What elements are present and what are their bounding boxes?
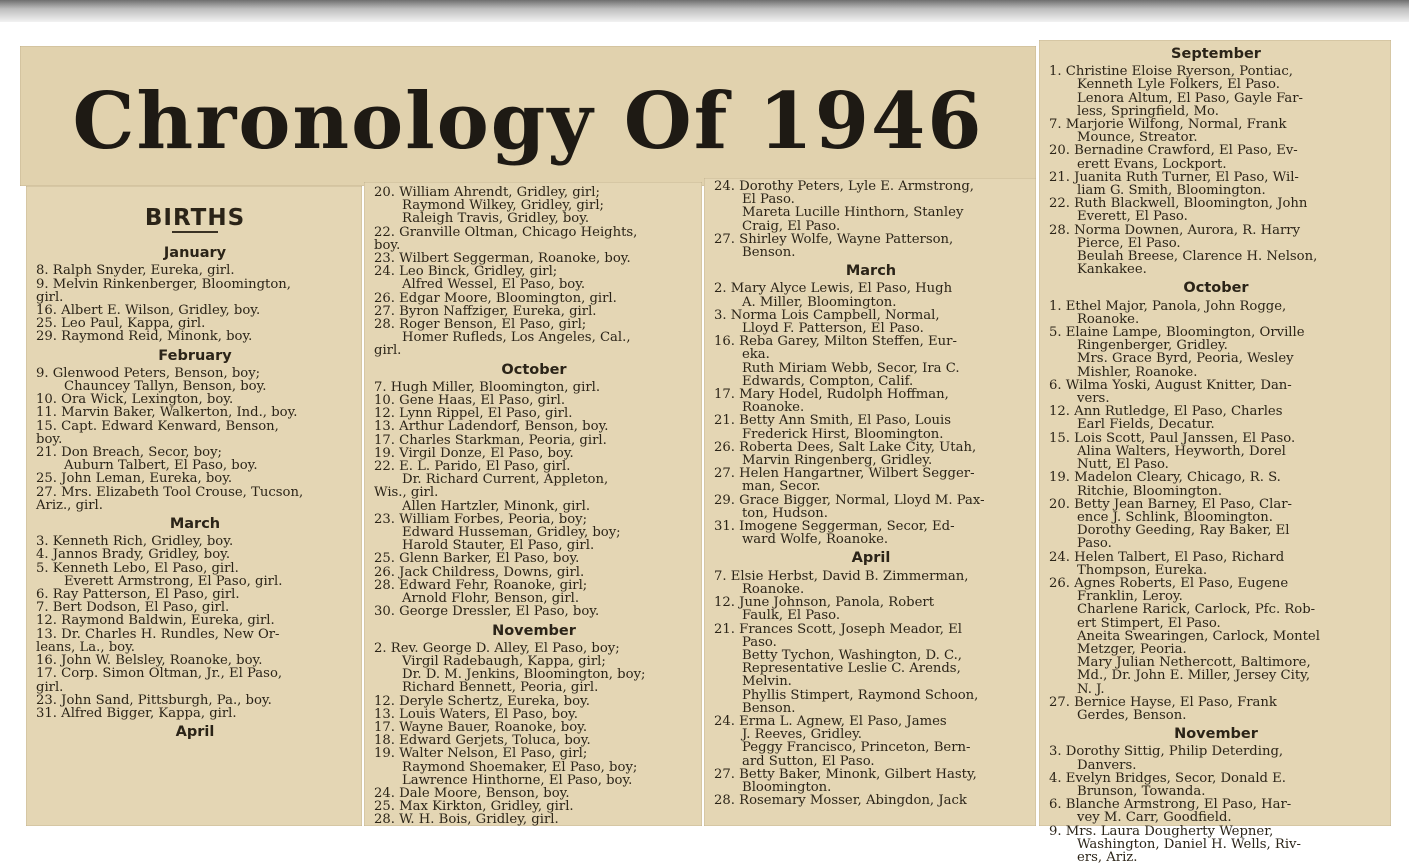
birth-entry-line: 27. Betty Baker, Minonk, Gilbert Hasty,: [714, 766, 977, 782]
birth-entry-line: Mishler, Roanoke.: [1077, 364, 1198, 380]
birth-entry-line: Melvin.: [742, 674, 792, 690]
birth-entry-line: 19. Walter Nelson, El Paso, girl;: [374, 746, 588, 762]
birth-entry-line: Mareta Lucille Hinthorn, Stanley: [742, 205, 964, 221]
birth-entry-line: liam G. Smith, Bloomington.: [1077, 183, 1266, 199]
birth-entry-line: Mounce, Streator.: [1077, 130, 1198, 146]
clipping-column-2: [364, 182, 702, 826]
birth-entry-line: 25. John Leman, Eureka, boy.: [36, 471, 233, 487]
birth-entry-line: 5. Kenneth Lebo, El Paso, girl.: [36, 560, 239, 576]
birth-entry-line: Benson.: [742, 245, 796, 261]
birth-entry-line: 20. Bernadine Crawford, El Paso, Ev-: [1049, 143, 1298, 159]
birth-entry-line: Pierce, El Paso.: [1077, 235, 1181, 251]
birth-entry-line: 23. John Sand, Pittsburgh, Pa., boy.: [36, 692, 272, 708]
birth-entry-line: Allen Hartzler, Minonk, girl.: [402, 498, 591, 514]
birth-entry-line: Dr. Richard Current, Appleton,: [402, 472, 609, 488]
section-heading-births: BIRTHS: [144, 205, 246, 231]
birth-entry-line: Raymond Shoemaker, El Paso, boy;: [402, 759, 638, 775]
birth-entry-line: 19. Virgil Donze, El Paso, boy.: [374, 445, 574, 461]
birth-entry-line: 6. Wilma Yoski, August Knitter, Dan-: [1049, 377, 1292, 393]
birth-entry-line: Ruth Miriam Webb, Secor, Ira C.: [742, 360, 960, 376]
birth-entry-line: 29. Grace Bigger, Normal, Lloyd M. Pax-: [714, 492, 985, 508]
month-heading: January: [163, 245, 227, 262]
birth-entry-line: 2. Mary Alyce Lewis, El Paso, Hugh: [714, 281, 953, 297]
birth-entry-line: 31. Imogene Seggerman, Secor, Ed-: [714, 519, 955, 535]
birth-entry-line: 24. Helen Talbert, El Paso, Richard: [1049, 549, 1285, 565]
birth-entry-line: 7. Hugh Miller, Bloomington, girl.: [374, 379, 601, 395]
birth-entry-line: Representative Leslie C. Arends,: [742, 661, 961, 677]
birth-entry-line: 21. Don Breach, Secor, boy;: [36, 445, 222, 461]
birth-entry-line: Kankakee.: [1077, 262, 1147, 278]
birth-entry-line: Everett, El Paso.: [1077, 209, 1188, 225]
birth-entry-line: Betty Tychon, Washington, D. C.,: [742, 647, 962, 663]
birth-entry-line: boy.: [374, 237, 401, 253]
birth-entry-line: A. Miller, Bloomington.: [742, 294, 897, 310]
birth-entry-line: N. J.: [1077, 681, 1105, 697]
birth-entry-line: 9. Melvin Rinkenberger, Bloomington,: [36, 276, 291, 292]
birth-entry-line: Faulk, El Paso.: [742, 608, 841, 624]
birth-entry-line: Craig, El Paso.: [742, 218, 841, 234]
birth-entry-line: 23. Wilbert Seggerman, Roanoke, boy.: [374, 251, 631, 267]
birth-entry-line: 15. Lois Scott, Paul Janssen, El Paso.: [1049, 430, 1296, 446]
birth-entry-line: 16. Albert E. Wilson, Gridley, boy.: [36, 303, 261, 319]
birth-entry-line: Aneita Swearingen, Carlock, Montel: [1077, 628, 1320, 644]
birth-entry-line: Beulah Breese, Clarence H. Nelson,: [1077, 249, 1318, 265]
birth-entry-line: eka.: [742, 347, 770, 363]
birth-entry-line: ton, Hudson.: [742, 505, 828, 521]
birth-entry-line: Edwards, Compton, Calif.: [742, 373, 914, 389]
scanner-edge: [0, 0, 1409, 22]
birth-entry-line: 30. George Dressler, El Paso, boy.: [374, 604, 600, 620]
month-heading: October: [501, 361, 567, 378]
birth-entry-line: 6. Ray Patterson, El Paso, girl.: [36, 587, 240, 603]
birth-entry-line: Marvin Ringenberg, Gridley.: [742, 453, 933, 469]
birth-entry-line: 2. Rev. George D. Alley, El Paso, boy;: [374, 640, 620, 656]
birth-entry-line: ert Stimpert, El Paso.: [1077, 615, 1221, 631]
birth-entry-line: 28. Rosemary Mosser, Abingdon, Jack: [714, 793, 967, 809]
birth-entry-line: 20. William Ahrendt, Gridley, girl;: [374, 185, 600, 200]
month-heading: March: [845, 263, 897, 280]
birth-entry-line: 21. Juanita Ruth Turner, El Paso, Wil-: [1049, 169, 1299, 185]
birth-entry-line: Dr. D. M. Jenkins, Bloomington, boy;: [402, 667, 646, 683]
birth-entry-line: Bloomington.: [742, 779, 832, 795]
birth-entry-line: Paso.: [742, 634, 777, 650]
birth-entry-line: Ariz., girl.: [36, 497, 103, 513]
birth-entry-line: 26. Edgar Moore, Bloomington, girl.: [374, 290, 617, 306]
birth-entry-line: vers.: [1077, 391, 1110, 407]
birth-entry-line: Richard Bennett, Peoria, girl.: [402, 680, 599, 696]
birth-entry-line: 29. Raymond Reid, Minonk, boy.: [36, 329, 253, 345]
birth-entry-line: 16. Reba Garey, Milton Steffen, Eur-: [714, 334, 957, 350]
birth-entry-line: girl.: [36, 679, 64, 695]
birth-entry-line: Nutt, El Paso.: [1077, 457, 1169, 473]
birth-entry-line: 4. Jannos Brady, Gridley, boy.: [36, 547, 231, 563]
birth-entry-line: 26. Roberta Dees, Salt Lake City, Utah,: [714, 439, 977, 455]
birth-entry-line: 13. Louis Waters, El Paso, boy.: [374, 706, 578, 722]
birth-entry-line: J. Reeves, Gridley.: [742, 727, 862, 743]
birth-entry-line: 12. Lynn Rippel, El Paso, girl.: [374, 406, 573, 422]
birth-entry-line: 28. Edward Fehr, Roanoke, girl;: [374, 577, 588, 593]
birth-entry-line: Charlene Rarick, Carlock, Pfc. Rob-: [1077, 602, 1316, 618]
month-heading: April: [175, 724, 215, 741]
birth-entry-line: Alfred Wessel, El Paso, boy.: [402, 277, 586, 293]
birth-entry-line: Brunson, Towanda.: [1077, 783, 1206, 799]
birth-entry-line: 18. Edward Gerjets, Toluca, boy.: [374, 733, 591, 749]
birth-entry-line: 12. Raymond Baldwin, Eureka, girl.: [36, 613, 275, 629]
birth-entry-line: Benson.: [742, 700, 796, 716]
birth-entry-line: Harold Stauter, El Paso, girl.: [402, 538, 595, 554]
birth-entry-line: Everett Armstrong, El Paso, girl.: [64, 573, 283, 589]
birth-entry-line: 9. Glenwood Peters, Benson, boy;: [36, 365, 261, 381]
birth-entry-line: 13. Dr. Charles H. Rundles, New Or-: [36, 626, 280, 642]
birth-entry-line: 23. William Forbes, Peoria, boy;: [374, 511, 588, 527]
birth-entry-line: Roanoke.: [742, 400, 805, 416]
birth-entry-line: Raleigh Travis, Gridley, boy.: [402, 211, 590, 227]
birth-entry-line: Auburn Talbert, El Paso, boy.: [64, 458, 258, 474]
month-heading: October: [1183, 280, 1249, 297]
birth-entry-line: 24. Dorothy Peters, Lyle E. Armstrong,: [714, 179, 974, 194]
month-heading: April: [851, 550, 891, 567]
birth-entry-line: 24. Dale Moore, Benson, boy.: [374, 785, 570, 801]
birth-entry-line: 21. Frances Scott, Joseph Meador, El: [714, 621, 963, 637]
birth-entry-line: 7. Marjorie Wilfong, Normal, Frank: [1049, 117, 1287, 133]
birth-entry-line: 9. Mrs. Laura Dougherty Wepner,: [1049, 823, 1274, 839]
birth-entry-line: 7. Elsie Herbst, David B. Zimmerman,: [714, 568, 969, 584]
month-heading: September: [1171, 46, 1261, 62]
birth-entry-line: erett Evans, Lockport.: [1077, 156, 1227, 172]
birth-entry-line: 3. Dorothy Sittig, Philip Deterding,: [1049, 744, 1284, 760]
birth-entry-line: Chauncey Tallyn, Benson, boy.: [64, 379, 267, 395]
birth-entry-line: Franklin, Leroy.: [1077, 589, 1183, 605]
birth-entry-line: 7. Bert Dodson, El Paso, girl.: [36, 600, 230, 616]
birth-entry-line: Lloyd F. Patterson, El Paso.: [742, 321, 924, 337]
birth-entry-line: 6. Blanche Armstrong, El Paso, Har-: [1049, 797, 1292, 813]
birth-entry-line: Alina Walters, Heyworth, Dorel: [1077, 443, 1286, 459]
birth-entry-line: Roanoke.: [742, 581, 805, 597]
month-heading: November: [492, 622, 576, 639]
birth-entry-line: 10. Gene Haas, El Paso, girl.: [374, 393, 566, 409]
birth-entry-line: 16. John W. Belsley, Roanoke, boy.: [36, 653, 263, 669]
birth-entry-line: Thompson, Eureka.: [1077, 562, 1208, 578]
birth-entry-line: Virgil Radebaugh, Kappa, girl;: [402, 653, 606, 669]
birth-entry-line: 26. Agnes Roberts, El Paso, Eugene: [1049, 575, 1289, 591]
birth-entry-line: 17. Mary Hodel, Rudolph Hoffman,: [714, 387, 949, 403]
birth-entry-line: 27. Mrs. Elizabeth Tool Crouse, Tucson,: [36, 484, 304, 500]
birth-entry-line: 1. Christine Eloise Ryerson, Pontiac,: [1049, 64, 1293, 80]
birth-entry-line: 12. Deryle Schertz, Eureka, boy.: [374, 693, 590, 709]
birth-entry-line: Metzger, Peoria.: [1077, 641, 1187, 657]
birth-entry-line: 3. Norma Lois Campbell, Normal,: [714, 307, 940, 323]
birth-entry-line: Roanoke.: [1077, 311, 1140, 327]
birth-entry-line: Raymond Wilkey, Gridley, girl;: [402, 198, 604, 214]
birth-entry-line: 3. Kenneth Rich, Gridley, boy.: [36, 534, 234, 550]
clipping-column-4: [1039, 40, 1391, 865]
birth-entry-line: 22. Granville Oltman, Chicago Heights,: [374, 224, 638, 240]
birth-entry-line: 4. Evelyn Bridges, Secor, Donald E.: [1049, 770, 1287, 786]
birth-entry-line: 27. Shirley Wolfe, Wayne Patterson,: [714, 231, 954, 247]
birth-entry-line: 27. Helen Hangartner, Wilbert Segger-: [714, 466, 975, 482]
birth-entry-line: 13. Arthur Ladendorf, Benson, boy.: [374, 419, 609, 435]
birth-entry-line: 31. Alfred Bigger, Kappa, girl.: [36, 705, 237, 721]
month-heading: February: [158, 347, 232, 364]
birth-entry-line: less, Springfield, Mo.: [1077, 103, 1219, 119]
birth-entry-line: girl.: [374, 343, 402, 359]
birth-entry-line: Ringenberger, Gridley.: [1077, 338, 1228, 354]
birth-entry-line: 21. Betty Ann Smith, El Paso, Louis: [714, 413, 951, 429]
birth-entry-line: 15. Capt. Edward Kenward, Benson,: [36, 418, 279, 434]
birth-entry-line: Homer Rufleds, Los Angeles, Cal.,: [402, 330, 631, 346]
birth-entry-line: 27. Byron Naffziger, Eureka, girl.: [374, 303, 597, 319]
title-clipping: [20, 46, 1036, 186]
birth-entry-line: El Paso.: [742, 192, 795, 208]
birth-entry-line: 27. Bernice Hayse, El Paso, Frank: [1049, 694, 1277, 710]
birth-entry-line: boy.: [36, 431, 63, 447]
birth-entry-line: Arnold Flohr, Benson, girl.: [402, 591, 580, 607]
birth-entry-line: 17. Corp. Simon Oltman, Jr., El Paso,: [36, 666, 283, 682]
clipping-column-3: [704, 178, 1036, 826]
birth-entry-line: Mary Julian Nethercott, Baltimore,: [1077, 655, 1311, 671]
birth-entry-line: ence J. Schlink, Bloomington.: [1077, 509, 1273, 525]
column-1-entries: [36, 247, 354, 739]
birth-entry-line: Lawrence Hinthorne, El Paso, boy.: [402, 772, 633, 788]
birth-entry-line: man, Secor.: [742, 479, 821, 495]
birth-entry-line: Paso.: [1077, 536, 1112, 552]
birth-entry-line: 28. Norma Downen, Aurora, R. Harry: [1049, 222, 1301, 238]
birth-entry-line: 25. Max Kirkton, Gridley, girl.: [374, 799, 574, 815]
column-4-entries: [1039, 40, 1391, 864]
birth-entry-line: Mrs. Grace Byrd, Peoria, Wesley: [1077, 351, 1294, 367]
birth-entry-line: Ritchie, Bloomington.: [1077, 483, 1223, 499]
birth-entry-line: Danvers.: [1077, 757, 1137, 773]
birth-entry-line: Kenneth Lyle Folkers, El Paso.: [1077, 77, 1280, 93]
birth-entry-line: Frederick Hirst, Bloomington.: [742, 426, 944, 442]
birth-entry-line: 25. Leo Paul, Kappa, girl.: [36, 316, 206, 332]
birth-entry-line: 28. W. H. Bois, Gridley, girl.: [374, 812, 559, 828]
birth-entry-line: 8. Ralph Snyder, Eureka, girl.: [36, 263, 235, 279]
birth-entry-line: Earl Fields, Decatur.: [1077, 417, 1215, 433]
birth-entry-line: 22. E. L. Parido, El Paso, girl.: [374, 459, 571, 475]
birth-entry-line: 10. Ora Wick, Lexington, boy.: [36, 392, 234, 408]
heading-rule: [172, 231, 218, 233]
birth-entry-line: 20. Betty Jean Barney, El Paso, Clar-: [1049, 496, 1292, 512]
birth-entry-line: Washington, Daniel H. Wells, Riv-: [1077, 836, 1301, 852]
birth-entry-line: 24. Leo Binck, Gridley, girl;: [374, 264, 558, 280]
birth-entry-line: vey M. Carr, Goodfield.: [1077, 810, 1232, 826]
birth-entry-line: Wis., girl.: [374, 485, 439, 501]
birth-entry-line: ers, Ariz.: [1077, 849, 1138, 865]
birth-entry-line: 24. Erma L. Agnew, El Paso, James: [714, 713, 947, 729]
birth-entry-line: Md., Dr. John E. Miller, Jersey City,: [1077, 668, 1311, 684]
birth-entry-line: 17. Wayne Bauer, Roanoke, boy.: [374, 719, 588, 735]
clipping-column-1: [26, 186, 362, 826]
birth-entry-line: Lenora Altum, El Paso, Gayle Far-: [1077, 90, 1303, 106]
page-title: Chronology Of 1946: [72, 76, 984, 167]
birth-entry-line: Gerdes, Benson.: [1077, 707, 1187, 723]
birth-entry-line: leans, La., boy.: [36, 639, 135, 655]
column-3-entries: [704, 178, 1036, 807]
birth-entry-line: 11. Marvin Baker, Walkerton, Ind., boy.: [36, 405, 298, 421]
month-heading: November: [1174, 726, 1258, 743]
column-2-entries: [364, 182, 702, 827]
birth-entry-line: 25. Glenn Barker, El Paso, boy.: [374, 551, 580, 567]
month-heading: March: [169, 516, 221, 533]
birth-entry-line: ard Sutton, El Paso.: [742, 753, 875, 769]
birth-entry-line: Phyllis Stimpert, Raymond Schoon,: [742, 687, 979, 703]
birth-entry-line: Edward Husseman, Gridley, boy;: [402, 525, 621, 541]
birth-entry-line: 17. Charles Starkman, Peoria, girl.: [374, 432, 607, 448]
birth-entry-line: 12. Ann Rutledge, El Paso, Charles: [1049, 404, 1283, 420]
birth-entry-line: 19. Madelon Cleary, Chicago, R. S.: [1049, 470, 1281, 486]
birth-entry-line: ward Wolfe, Roanoke.: [742, 532, 889, 548]
birth-entry-line: 26. Jack Childress, Downs, girl.: [374, 564, 585, 580]
birth-entry-line: 28. Roger Benson, El Paso, girl;: [374, 317, 587, 333]
birth-entry-line: Dorothy Geeding, Ray Baker, El: [1077, 523, 1290, 539]
birth-entry-line: 1. Ethel Major, Panola, John Rogge,: [1049, 298, 1287, 314]
birth-entry-line: 5. Elaine Lampe, Bloomington, Orville: [1049, 325, 1305, 341]
birth-entry-line: Peggy Francisco, Princeton, Bern-: [742, 740, 971, 756]
birth-entry-line: 12. June Johnson, Panola, Robert: [714, 595, 934, 611]
birth-entry-line: 22. Ruth Blackwell, Bloomington, John: [1049, 196, 1308, 212]
birth-entry-line: girl.: [36, 289, 64, 305]
